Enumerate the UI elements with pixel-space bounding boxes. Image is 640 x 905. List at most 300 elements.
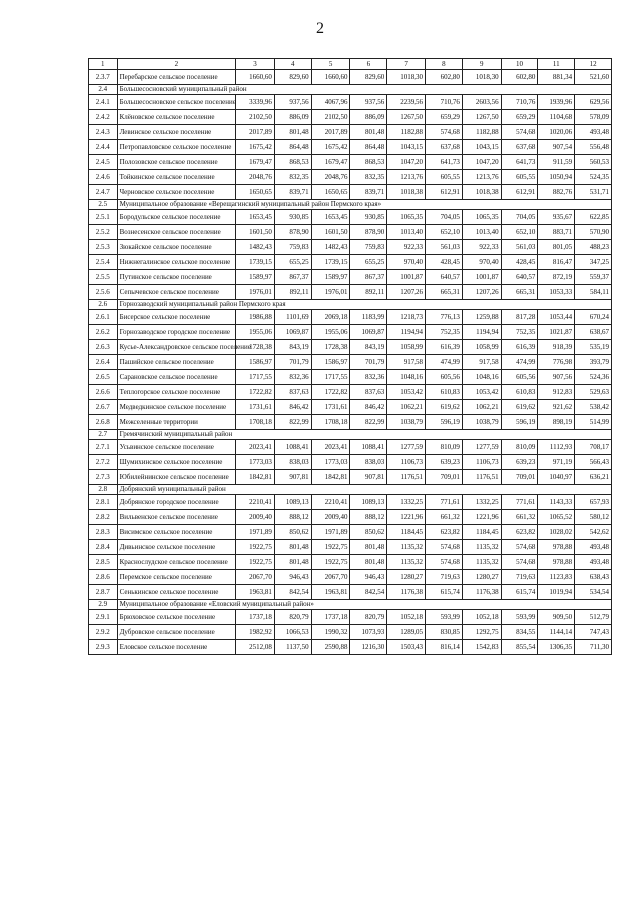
value-cell: 636,21 [575, 470, 612, 485]
row-code: 2.5.5 [89, 270, 118, 285]
value-cell: 1182,88 [462, 125, 501, 140]
value-cell: 639,23 [426, 455, 463, 470]
value-cell: 922,33 [387, 240, 426, 255]
value-cell: 839,71 [350, 185, 387, 200]
row-code: 2.3.7 [89, 70, 118, 85]
settlement-name: Усьвинское сельское поселение [117, 440, 235, 455]
value-cell: 2603,56 [462, 95, 501, 110]
value-cell: 1922,75 [236, 555, 275, 570]
section-code: 2.8 [89, 485, 118, 495]
value-cell: 665,31 [501, 285, 538, 300]
page-number: 2 [316, 20, 324, 37]
value-cell: 878,90 [350, 225, 387, 240]
table-row [89, 455, 612, 470]
value-cell: 1038,79 [462, 415, 501, 430]
table-row [89, 170, 612, 185]
value-cell: 1013,40 [462, 225, 501, 240]
table-row [89, 495, 612, 510]
header-cell: 9 [462, 59, 501, 70]
value-cell: 1176,51 [462, 470, 501, 485]
value-cell: 1213,76 [387, 170, 426, 185]
row-code: 2.7.1 [89, 440, 118, 455]
value-cell: 574,68 [501, 555, 538, 570]
value-cell: 2069,18 [311, 310, 350, 325]
row-code: 2.7.3 [89, 470, 118, 485]
value-cell: 704,05 [501, 210, 538, 225]
settlement-name: Перемское сельское поселение [117, 570, 235, 585]
value-cell: 2102,50 [236, 110, 275, 125]
value-cell: 830,85 [426, 625, 463, 640]
value-cell: 637,68 [501, 140, 538, 155]
value-cell: 971,19 [538, 455, 575, 470]
value-cell: 1137,50 [274, 640, 311, 655]
value-cell: 1053,44 [538, 310, 575, 325]
value-cell: 2023,41 [236, 440, 275, 455]
value-cell: 710,76 [426, 95, 463, 110]
value-cell: 1182,88 [387, 125, 426, 140]
value-cell: 886,09 [274, 110, 311, 125]
value-cell: 1143,33 [538, 495, 575, 510]
value-cell: 759,83 [350, 240, 387, 255]
value-cell: 659,29 [501, 110, 538, 125]
value-cell: 2067,70 [236, 570, 275, 585]
table-row [89, 470, 612, 485]
row-code: 2.5.6 [89, 285, 118, 300]
row-code: 2.4.6 [89, 170, 118, 185]
header-cell: 7 [387, 59, 426, 70]
value-cell: 1047,20 [462, 155, 501, 170]
header-cell: 2 [117, 59, 235, 70]
value-cell: 1739,15 [236, 255, 275, 270]
value-cell: 837,63 [274, 385, 311, 400]
value-cell: 709,01 [501, 470, 538, 485]
value-cell: 1963,81 [311, 585, 350, 600]
value-cell: 622,85 [575, 210, 612, 225]
value-cell: 1123,83 [538, 570, 575, 585]
value-cell: 1183,99 [350, 310, 387, 325]
value-cell: 846,42 [274, 400, 311, 415]
value-cell: 529,63 [575, 385, 612, 400]
value-cell: 1062,21 [387, 400, 426, 415]
value-cell: 1020,06 [538, 125, 575, 140]
value-cell: 937,56 [350, 95, 387, 110]
value-cell: 842,54 [274, 585, 311, 600]
value-cell: 846,42 [350, 400, 387, 415]
value-cell: 1058,99 [387, 340, 426, 355]
value-cell: 1675,42 [236, 140, 275, 155]
settlement-name: Вознесенское сельское поселение [117, 225, 235, 240]
value-cell: 711,30 [575, 640, 612, 655]
header-cell: 1 [89, 59, 118, 70]
value-cell: 850,62 [350, 525, 387, 540]
value-cell: 652,10 [426, 225, 463, 240]
value-cell: 637,68 [426, 140, 463, 155]
value-cell: 832,35 [350, 170, 387, 185]
table-row [89, 285, 612, 300]
value-cell: 1069,87 [274, 325, 311, 340]
value-cell: 838,03 [274, 455, 311, 470]
tariff-table [88, 58, 612, 655]
settlement-name: Сарановское сельское поселение [117, 370, 235, 385]
value-cell: 820,79 [274, 610, 311, 625]
value-cell: 1589,97 [236, 270, 275, 285]
row-code: 2.6.6 [89, 385, 118, 400]
value-cell: 1277,59 [462, 440, 501, 455]
value-cell: 930,85 [274, 210, 311, 225]
table-row [89, 555, 612, 570]
value-cell: 2590,88 [311, 640, 350, 655]
settlement-name: Теплогорское сельское поселение [117, 385, 235, 400]
value-cell: 1939,96 [538, 95, 575, 110]
value-cell: 1184,45 [462, 525, 501, 540]
value-cell: 1717,55 [311, 370, 350, 385]
value-cell: 1728,38 [311, 340, 350, 355]
header-cell: 3 [236, 59, 275, 70]
value-cell: 1679,47 [311, 155, 350, 170]
value-cell: 1221,96 [462, 510, 501, 525]
value-cell: 838,03 [350, 455, 387, 470]
settlement-name: Еловское сельское поселение [117, 640, 235, 655]
settlement-name: Клёновское сельское поселение [117, 110, 235, 125]
value-cell: 1728,38 [236, 340, 275, 355]
value-cell: 1135,32 [387, 540, 426, 555]
value-cell: 1842,81 [311, 470, 350, 485]
value-cell: 1018,38 [387, 185, 426, 200]
value-cell: 1052,18 [387, 610, 426, 625]
value-cell: 801,48 [350, 555, 387, 570]
value-cell: 393,79 [575, 355, 612, 370]
value-cell: 1144,14 [538, 625, 575, 640]
value-cell: 1722,82 [236, 385, 275, 400]
table-row [89, 110, 612, 125]
value-cell: 911,59 [538, 155, 575, 170]
value-cell: 1586,97 [236, 355, 275, 370]
value-cell: 521,60 [575, 70, 612, 85]
value-cell: 946,43 [350, 570, 387, 585]
table-row [89, 185, 612, 200]
value-cell: 930,85 [350, 210, 387, 225]
value-cell: 1289,05 [387, 625, 426, 640]
row-code: 2.5.1 [89, 210, 118, 225]
settlement-name: Полозовское сельское поселение [117, 155, 235, 170]
row-code: 2.6.7 [89, 400, 118, 415]
value-cell: 561,03 [426, 240, 463, 255]
value-cell: 2210,41 [311, 495, 350, 510]
value-cell: 2067,70 [311, 570, 350, 585]
table-row [89, 640, 612, 655]
value-cell: 1731,61 [236, 400, 275, 415]
value-cell: 883,71 [538, 225, 575, 240]
value-cell: 2048,76 [236, 170, 275, 185]
value-cell: 641,73 [501, 155, 538, 170]
value-cell: 2009,40 [236, 510, 275, 525]
value-cell: 619,62 [501, 400, 538, 415]
value-cell: 1332,25 [387, 495, 426, 510]
value-cell: 843,19 [350, 340, 387, 355]
value-cell: 1586,97 [311, 355, 350, 370]
row-code: 2.8.1 [89, 495, 118, 510]
value-cell: 719,63 [426, 570, 463, 585]
value-cell: 1650,65 [311, 185, 350, 200]
value-cell: 921,62 [538, 400, 575, 415]
value-cell: 531,71 [575, 185, 612, 200]
value-cell: 1176,38 [387, 585, 426, 600]
value-cell: 1207,26 [462, 285, 501, 300]
row-code: 2.6.5 [89, 370, 118, 385]
value-cell: 1675,42 [311, 140, 350, 155]
value-cell: 559,37 [575, 270, 612, 285]
header-cell: 5 [311, 59, 350, 70]
value-cell: 4067,96 [311, 95, 350, 110]
value-cell: 347,25 [575, 255, 612, 270]
value-cell: 1731,61 [311, 400, 350, 415]
settlement-name: Черновское сельское поселение [117, 185, 235, 200]
value-cell: 801,48 [350, 125, 387, 140]
settlement-name: Вильвенское сельское поселение [117, 510, 235, 525]
value-cell: 912,83 [538, 385, 575, 400]
value-cell: 888,12 [274, 510, 311, 525]
table-row [89, 70, 612, 85]
row-code: 2.4.7 [89, 185, 118, 200]
section-row [89, 300, 612, 310]
row-code: 2.8.2 [89, 510, 118, 525]
value-cell: 638,43 [575, 570, 612, 585]
value-cell: 639,23 [501, 455, 538, 470]
value-cell: 801,48 [350, 540, 387, 555]
value-cell: 850,62 [274, 525, 311, 540]
table-row [89, 400, 612, 415]
value-cell: 892,11 [274, 285, 311, 300]
value-cell: 810,09 [501, 440, 538, 455]
value-cell: 1221,96 [387, 510, 426, 525]
value-cell: 978,88 [538, 555, 575, 570]
settlement-name: Медведкинское сельское поселение [117, 400, 235, 415]
value-cell: 524,35 [575, 170, 612, 185]
section-row [89, 600, 612, 610]
value-cell: 1089,13 [274, 495, 311, 510]
value-cell: 623,82 [426, 525, 463, 540]
value-cell: 1018,30 [387, 70, 426, 85]
value-cell: 882,76 [538, 185, 575, 200]
value-cell: 1040,97 [538, 470, 575, 485]
value-cell: 428,45 [426, 255, 463, 270]
value-cell: 829,60 [350, 70, 387, 85]
value-cell: 867,37 [350, 270, 387, 285]
settlement-name: Краснослудское сельское поселение [117, 555, 235, 570]
table-row [89, 155, 612, 170]
value-cell: 704,05 [426, 210, 463, 225]
value-cell: 1218,73 [387, 310, 426, 325]
value-cell: 596,19 [501, 415, 538, 430]
value-cell: 776,13 [426, 310, 463, 325]
section-code: 2.4 [89, 85, 118, 95]
value-cell: 1708,18 [311, 415, 350, 430]
value-cell: 878,90 [274, 225, 311, 240]
settlement-name: Пашийское сельское поселение [117, 355, 235, 370]
value-cell: 615,74 [501, 585, 538, 600]
table-row [89, 95, 612, 110]
value-cell: 907,81 [274, 470, 311, 485]
table-row [89, 440, 612, 455]
section-title: Большесосновский муниципальный район [117, 85, 611, 95]
value-cell: 1019,94 [538, 585, 575, 600]
value-cell: 616,39 [501, 340, 538, 355]
value-cell: 1589,97 [311, 270, 350, 285]
row-code: 2.6.1 [89, 310, 118, 325]
value-cell: 623,82 [501, 525, 538, 540]
value-cell: 1717,55 [236, 370, 275, 385]
table-row [89, 225, 612, 240]
value-cell: 1990,32 [311, 625, 350, 640]
value-cell: 829,60 [274, 70, 311, 85]
settlement-name: Шумихинское сельское поселение [117, 455, 235, 470]
table-row [89, 240, 612, 255]
value-cell: 2210,41 [236, 495, 275, 510]
value-cell: 640,57 [501, 270, 538, 285]
value-cell: 3339,96 [236, 95, 275, 110]
value-cell: 534,54 [575, 585, 612, 600]
value-cell: 493,48 [575, 555, 612, 570]
value-cell: 1982,92 [236, 625, 275, 640]
value-cell: 670,24 [575, 310, 612, 325]
row-code: 2.4.4 [89, 140, 118, 155]
value-cell: 801,48 [274, 555, 311, 570]
value-cell: 1976,01 [236, 285, 275, 300]
settlement-name: Добрянское городское поселение [117, 495, 235, 510]
value-cell: 1043,15 [462, 140, 501, 155]
value-cell: 641,73 [426, 155, 463, 170]
value-cell: 801,48 [274, 125, 311, 140]
value-cell: 701,79 [274, 355, 311, 370]
row-code: 2.4.1 [89, 95, 118, 110]
value-cell: 474,99 [501, 355, 538, 370]
value-cell: 1104,68 [538, 110, 575, 125]
settlement-name: Большесосновское сельское поселение [117, 95, 235, 110]
value-cell: 917,58 [462, 355, 501, 370]
value-cell: 1971,89 [311, 525, 350, 540]
value-cell: 1135,32 [462, 540, 501, 555]
header-row [89, 59, 612, 70]
value-cell: 574,68 [501, 125, 538, 140]
table-row [89, 340, 612, 355]
table-row [89, 355, 612, 370]
value-cell: 1001,87 [387, 270, 426, 285]
settlement-name: Горнозаводское городское поселение [117, 325, 235, 340]
header-cell: 10 [501, 59, 538, 70]
value-cell: 1048,16 [387, 370, 426, 385]
value-cell: 1050,94 [538, 170, 575, 185]
value-cell: 1955,06 [311, 325, 350, 340]
value-cell: 832,35 [274, 170, 311, 185]
value-cell: 570,90 [575, 225, 612, 240]
value-cell: 1660,60 [311, 70, 350, 85]
settlement-name: Бисерское сельское поселение [117, 310, 235, 325]
value-cell: 1065,52 [538, 510, 575, 525]
settlement-name: Юбилейнинское сельское поселение [117, 470, 235, 485]
value-cell: 1739,15 [311, 255, 350, 270]
value-cell: 1053,33 [538, 285, 575, 300]
section-title: Гремячинский муниципальный район [117, 430, 611, 440]
value-cell: 661,32 [501, 510, 538, 525]
value-cell: 661,32 [426, 510, 463, 525]
value-cell: 907,54 [538, 140, 575, 155]
value-cell: 1053,42 [387, 385, 426, 400]
table-row [89, 125, 612, 140]
table-row [89, 310, 612, 325]
value-cell: 816,14 [426, 640, 463, 655]
value-cell: 1306,35 [538, 640, 575, 655]
section-code: 2.6 [89, 300, 118, 310]
value-cell: 1482,43 [236, 240, 275, 255]
value-cell: 612,91 [426, 185, 463, 200]
row-code: 2.8.6 [89, 570, 118, 585]
row-code: 2.6.8 [89, 415, 118, 430]
value-cell: 512,79 [575, 610, 612, 625]
value-cell: 801,05 [538, 240, 575, 255]
value-cell: 615,74 [426, 585, 463, 600]
value-cell: 629,56 [575, 95, 612, 110]
header-cell: 12 [575, 59, 612, 70]
value-cell: 584,11 [575, 285, 612, 300]
settlement-name: Дивьинское сельское поселение [117, 540, 235, 555]
section-title: Горнозаводский муниципальный район Пермского края [117, 300, 611, 310]
value-cell: 1112,93 [538, 440, 575, 455]
settlement-name: Тойкинское сельское поселение [117, 170, 235, 185]
value-cell: 752,35 [501, 325, 538, 340]
value-cell: 612,91 [501, 185, 538, 200]
value-cell: 1653,45 [311, 210, 350, 225]
value-cell: 1213,76 [462, 170, 501, 185]
value-cell: 1277,59 [387, 440, 426, 455]
value-cell: 574,68 [426, 555, 463, 570]
value-cell: 1047,20 [387, 155, 426, 170]
value-cell: 909,50 [538, 610, 575, 625]
value-cell: 1503,43 [387, 640, 426, 655]
value-cell: 574,68 [501, 540, 538, 555]
value-cell: 619,62 [426, 400, 463, 415]
value-cell: 1922,75 [311, 540, 350, 555]
value-cell: 1135,32 [462, 555, 501, 570]
header-cell: 8 [426, 59, 463, 70]
value-cell: 1048,16 [462, 370, 501, 385]
value-cell: 655,25 [274, 255, 311, 270]
value-cell: 842,54 [350, 585, 387, 600]
value-cell: 1842,81 [236, 470, 275, 485]
value-cell: 514,99 [575, 415, 612, 430]
section-title: Добрянский муниципальный район [117, 485, 611, 495]
value-cell: 574,68 [426, 125, 463, 140]
value-cell: 580,12 [575, 510, 612, 525]
value-cell: 1259,88 [462, 310, 501, 325]
row-code: 2.9.3 [89, 640, 118, 655]
value-cell: 917,58 [387, 355, 426, 370]
value-cell: 1601,50 [311, 225, 350, 240]
value-cell: 566,43 [575, 455, 612, 470]
value-cell: 1207,26 [387, 285, 426, 300]
row-code: 2.8.7 [89, 585, 118, 600]
value-cell: 843,19 [274, 340, 311, 355]
section-code: 2.5 [89, 200, 118, 210]
value-cell: 640,57 [426, 270, 463, 285]
value-cell: 638,67 [575, 325, 612, 340]
value-cell: 574,68 [426, 540, 463, 555]
value-cell: 659,29 [426, 110, 463, 125]
value-cell: 886,09 [350, 110, 387, 125]
row-code: 2.8.5 [89, 555, 118, 570]
value-cell: 493,48 [575, 125, 612, 140]
value-cell: 1963,81 [236, 585, 275, 600]
section-code: 2.7 [89, 430, 118, 440]
